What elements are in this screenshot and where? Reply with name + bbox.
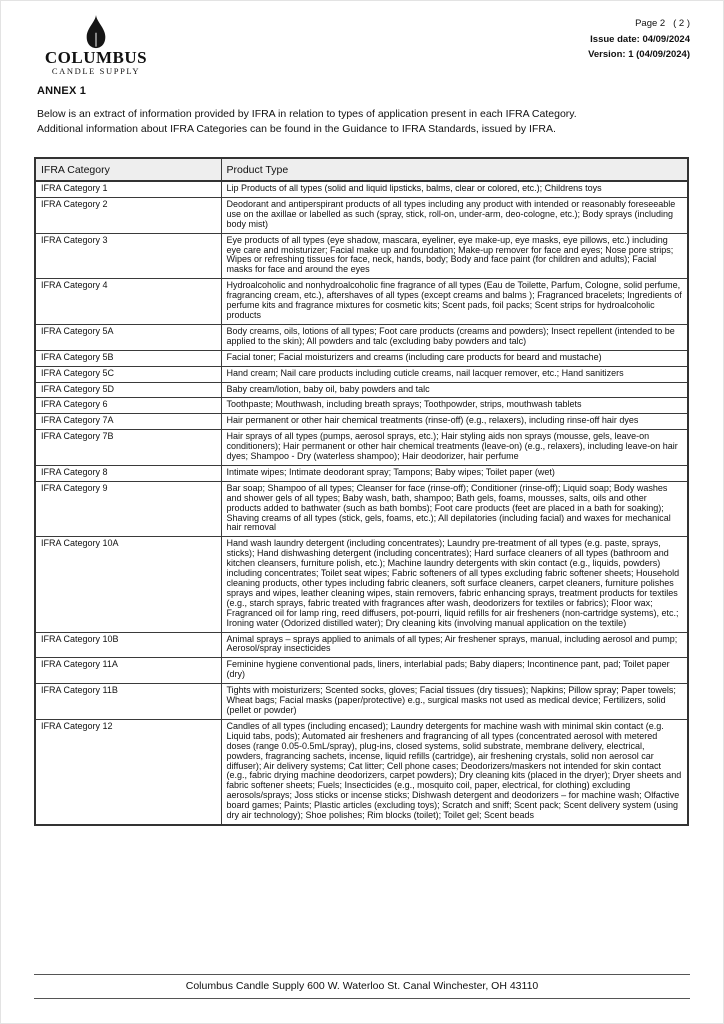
ifra-category-cell: IFRA Category 5C: [35, 366, 221, 382]
table-row: [35, 181, 688, 197]
ifra-category-cell: IFRA Category 3: [35, 233, 221, 279]
column-header-ifra-category: IFRA Category: [35, 158, 221, 181]
table-row: [35, 430, 688, 466]
product-type-cell: Tights with moisturizers; Scented socks, gloves; Facial tissues (dry tissues); Napkins; Pillow spray; Paper towels; Wheat bags; Facial masks (paper/protective) e.g., surgical masks not used as medical device; Fertilizers, solid (pellet or powder): [221, 684, 688, 720]
product-type-cell: Bar soap; Shampoo of all types; Cleanser for face (rinse-off); Conditioner (rinse-off); Liquid soap; Body washes and shower gels of all types; Baby wash, bath, shampoo; Bath gels, foams, mousses, salts, oils and other products added to bathwater (such as bath bombs); Foot care products (feet are placed in a bath for soaking); Shaving creams of all types (stick, gels, foams, etc.); All depilatories (including facial) and waxes for mechanical hair removal: [221, 481, 688, 537]
ifra-category-cell: IFRA Category 8: [35, 465, 221, 481]
intro-line: Below is an extract of information provided by IFRA in relation to types of application present in each IFRA Category.: [37, 108, 577, 120]
intro-paragraph: [37, 107, 697, 136]
ifra-category-table: [34, 157, 689, 826]
product-type-cell: Hair permanent or other hair chemical treatments (rinse-off) (e.g., relaxers), including rinse-off hair dyes: [221, 414, 688, 430]
ifra-category-cell: IFRA Category 9: [35, 481, 221, 537]
issue-date: Issue date: 04/09/2024: [590, 33, 690, 45]
product-type-cell: Lip Products of all types (solid and liquid lipsticks, balms, clear or colored, etc.); Childrens toys: [221, 181, 688, 197]
product-type-cell: Feminine hygiene conventional pads, liners, interlabial pads; Baby diapers; Incontinence pant, pad; Toilet paper (dry): [221, 658, 688, 684]
company-logo: [44, 13, 148, 76]
product-type-cell: Hand wash laundry detergent (including concentrates); Laundry pre-treatment of all types (e.g. paste, sprays, sticks); Hand dishwashing detergent (including concentrates); Hard surface cleaners of all types (bathroom and kitchen cleansers, furniture polish, etc.); Machine laundry detergents with skin contact (e.g., liquids, powders) including concentrates; Toilet seat wipes; Fabric softeners of all types excluding fabric softener sheets; Household cleaning products, other types including fabric cleaners, soft surface cleaners, carpet cleaners, furniture polishes sprays and wipes, leather cleaning wipes, stain removers, fabric enhancing sprays, treatment products for textiles (e.g., starch sprays, fabric treated with fragrances after wash, deodorizers for textiles or fabrics); Floor wax; Fragranced oil for lamp ring, reed diffusers, pot-pourri, liquid refills for air fresheners (non-cartridge systems), etc.; Ironing water (Odorized distilled water); Dry cleaning kits (involving manual application on the textile): [221, 537, 688, 632]
product-type-cell: Body creams, oils, lotions of all types; Foot care products (creams and powders); Insect repellent (intended to be applied to the skin); All powders and talc (excluding baby powders and talc): [221, 324, 688, 350]
logo-name: COLUMBUS: [44, 48, 148, 67]
product-type-cell: Eye products of all types (eye shadow, mascara, eyeliner, eye make-up, eye masks, eye pillows, etc.) including eye care and moisturizer; Facial make up and foundation; Make-up remover for face and eyes; Nose pore strips; Wipes or refreshing tissues for face, neck, hands, body; Body and face paint (for children and adults); Facial masks for face and around the eyes: [221, 233, 688, 279]
ifra-category-cell: IFRA Category 10B: [35, 632, 221, 658]
ifra-category-cell: IFRA Category 11B: [35, 684, 221, 720]
ifra-category-cell: IFRA Category 7A: [35, 414, 221, 430]
product-type-cell: Hand cream; Nail care products including cuticle creams, nail lacquer remover, etc.; Hand sanitizers: [221, 366, 688, 382]
page-number: Page 2 ( 2 ): [635, 18, 690, 29]
table-row: [35, 481, 688, 537]
table-row: [35, 382, 688, 398]
product-type-cell: Deodorant and antiperspirant products of all types including any product with intended or reasonably foreseeable use on the axillae or labelled as such (spray, stick, roll-on, under-arm, deo-cologne, etc.); Body sprays (including body mist): [221, 197, 688, 233]
version: Version: 1 (04/09/2024): [588, 49, 690, 60]
ifra-category-cell: IFRA Category 11A: [35, 658, 221, 684]
table-row: [35, 465, 688, 481]
intro-line: Additional information about IFRA Categories can be found in the Guidance to IFRA Standards, issued by IFRA.: [37, 122, 556, 135]
ifra-category-cell: IFRA Category 6: [35, 398, 221, 414]
product-type-cell: Hair sprays of all types (pumps, aerosol sprays, etc.); Hair styling aids non sprays (mousse, gels, leave-on conditioners); Hair permanent or other hair chemical treatments (leave-on) (e.g., relaxers), including leave-on hair dyes; Shampoo - Dry (waterless shampoo); Hair deodorizer, hair perfume: [221, 430, 688, 466]
table-row: [35, 324, 688, 350]
ifra-category-cell: IFRA Category 5A: [35, 324, 221, 350]
table-header-row: [35, 158, 688, 181]
table-row: [35, 279, 688, 325]
annex-title: ANNEX 1: [37, 85, 87, 97]
ifra-category-cell: IFRA Category 12: [35, 719, 221, 825]
ifra-category-cell: IFRA Category 1: [35, 181, 221, 197]
product-type-cell: Toothpaste; Mouthwash, including breath sprays; Toothpowder, strips, mouthwash tablets: [221, 398, 688, 414]
column-header-product-type: Product Type: [221, 158, 688, 181]
footer: [34, 974, 690, 999]
logo-subtitle: CANDLE SUPPLY: [51, 66, 141, 76]
ifra-category-cell: IFRA Category 7B: [35, 430, 221, 466]
product-type-cell: Intimate wipes; Intimate deodorant spray; Tampons; Baby wipes; Toilet paper (wet): [221, 465, 688, 481]
table-row: [35, 537, 688, 632]
table-row: [35, 414, 688, 430]
table-row: [35, 719, 688, 825]
ifra-category-cell: IFRA Category 5B: [35, 350, 221, 366]
table-row: [35, 233, 688, 279]
table-row: [35, 197, 688, 233]
ifra-category-cell: IFRA Category 4: [35, 279, 221, 325]
ifra-category-cell: IFRA Category 10A: [35, 537, 221, 632]
product-type-cell: Animal sprays – sprays applied to animals of all types; Air freshener sprays, manual, including aerosol and pump; Aerosol/spray insecticides: [221, 632, 688, 658]
table-row: [35, 350, 688, 366]
footer-address: Columbus Candle Supply 600 W. Waterloo St. Canal Winchester, OH 43110: [185, 980, 539, 992]
product-type-cell: Baby cream/lotion, baby oil, baby powders and talc: [221, 382, 688, 398]
table-row: [35, 632, 688, 658]
table-row: [35, 398, 688, 414]
flame-icon: [84, 13, 108, 49]
page-meta: [588, 16, 690, 63]
ifra-category-cell: IFRA Category 5D: [35, 382, 221, 398]
table-row: [35, 658, 688, 684]
product-type-cell: Candles of all types (including encased); Laundry detergents for machine wash with minimal skin contact (e.g. Liquid tabs, pods); Automated air fresheners and fragrancing of all types (concentrated aerosol with metered doses (range 0.05-0.5mL/spray), plug-ins, closed systems, solid substrate, membrane delivery, electrical, powders, fragrancing sachets, incense, liquid refills (cartridge), air freshening crystals, solid non aerosol car diffuser); Air delivery systems; Cat litter; Cell phone cases; Deodorizers/maskers not intended for skin contact (e.g., fabric drying machine deodorizers, carpet powders); Dry cleaning kits (placed in the dryer); Dryer sheets and fabric softener sheets; Fuels; Insecticides (e.g., mosquito coil, paper, electrical, for clothing) excluding aerosols/sprays; Joss sticks or incense sticks; Dishwash detergent and deodorizers – for machine wash; Olfactive board games; Paints; Plastic articles (excluding toys); Scratch and sniff; Scent pack; Scent delivery system (using dry air technology); Shoe polishes; Rim blocks (toilet); Toilet gel; Scent beads: [221, 719, 688, 825]
table-row: [35, 684, 688, 720]
product-type-cell: Facial toner; Facial moisturizers and creams (including care products for beard and mustache): [221, 350, 688, 366]
table-row: [35, 366, 688, 382]
product-type-cell: Hydroalcoholic and nonhydroalcoholic fine fragrance of all types (Eau de Toilette, Parfum, Cologne, solid perfume, fragrancing cream, etc.), aftershaves of all types (except creams and balms ); Fragranced bracelets; Ingredients of perfume kits and fragrance mixtures for cosmetic kits; Scent pads, foil packs; Scent strips for hydroalcoholic products: [221, 279, 688, 325]
ifra-category-cell: IFRA Category 2: [35, 197, 221, 233]
